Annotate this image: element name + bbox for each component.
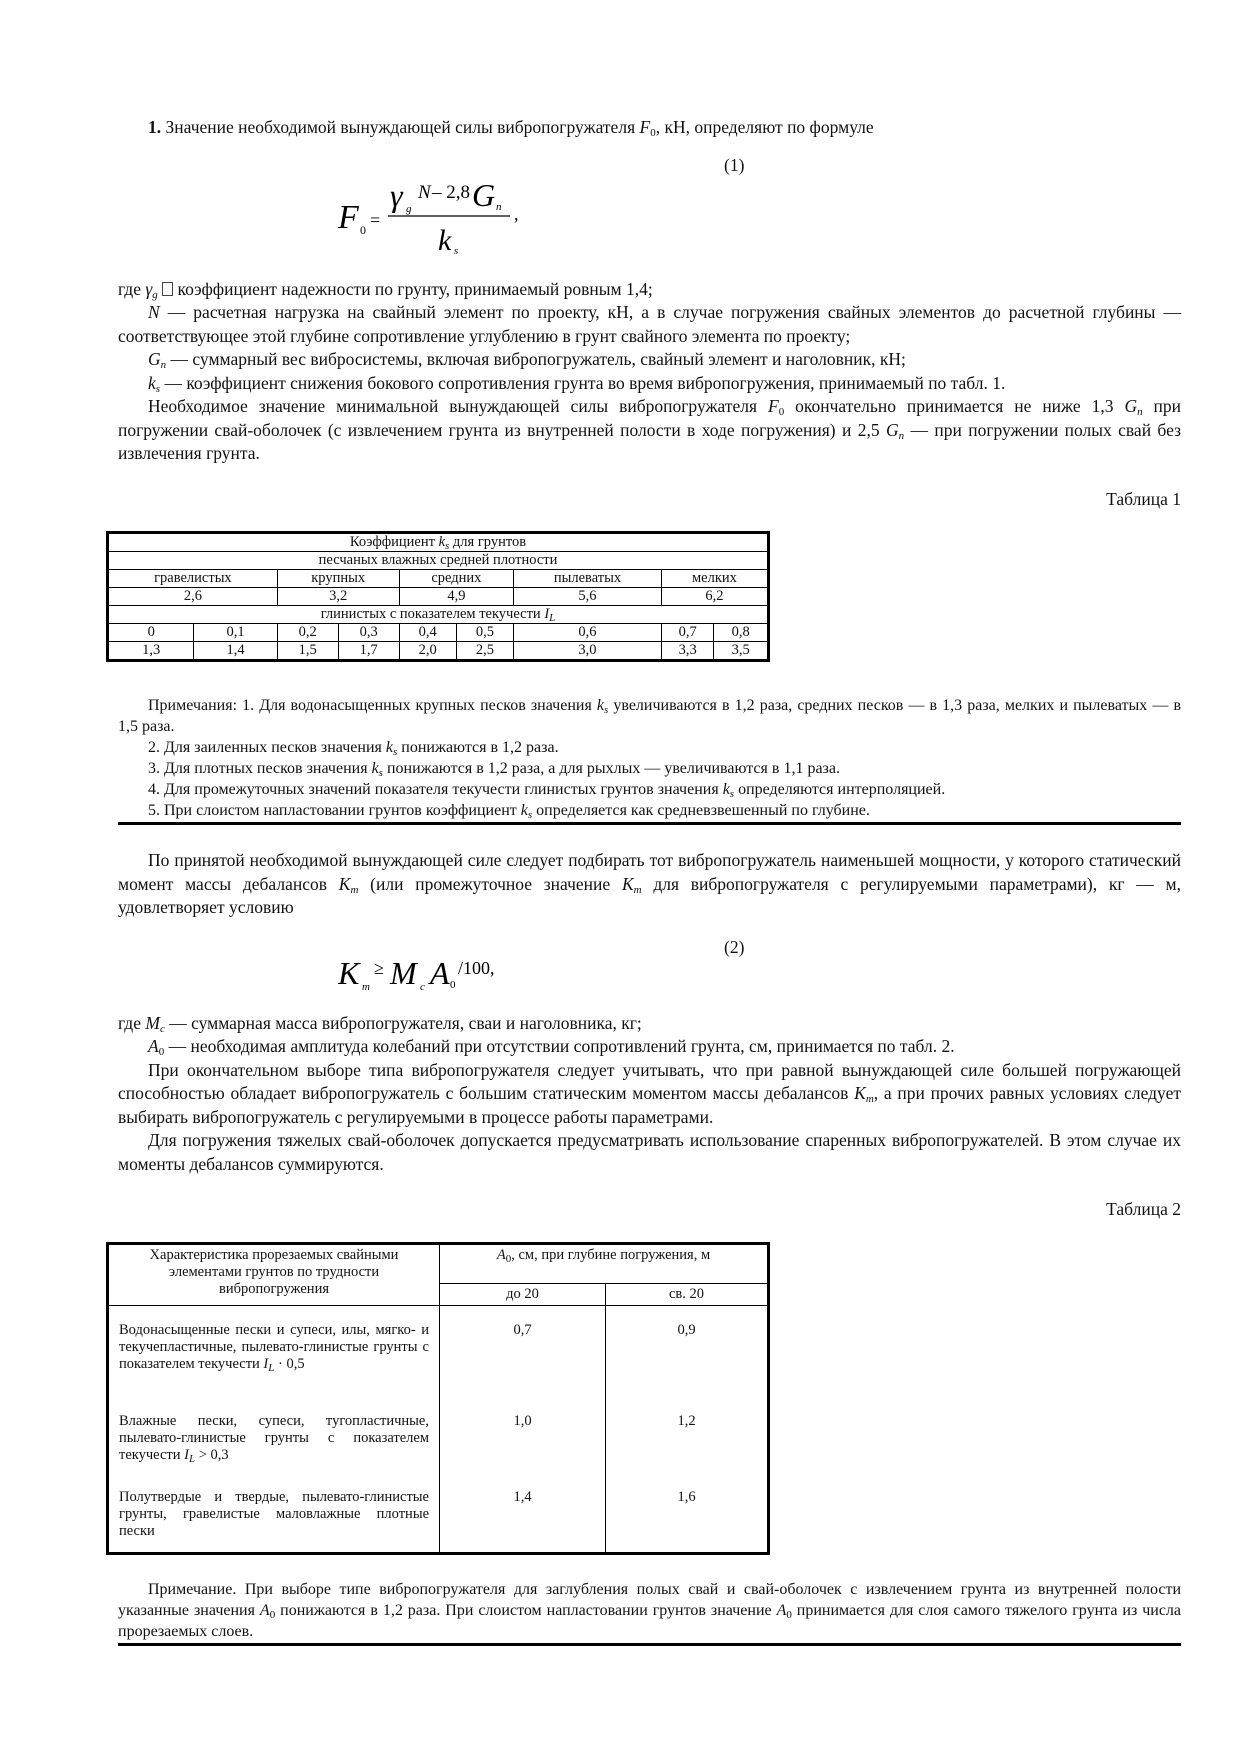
svg-text:c: c <box>420 980 425 993</box>
table-2-notes: Примечание. При выборе типе вибропогружателя для заглубления полых свай и свай-оболочек с извлечением грунта из внутренней полости указанные значения $A_0$ понижаются в 1,2 раза. При слоистом напластовании грунтов значение $A_0$ принимается для слоя самого тяжелого грунта из числа прорезаемых слоев. <box>118 1579 1181 1646</box>
section-1-intro: 1. Значение необходимой вынуждающей силы вибропогружателя $F_0$, кН, определяют по формуле <box>148 117 874 139</box>
svg-text:0: 0 <box>450 978 456 991</box>
sub-col-b: св. 20 <box>606 1283 769 1305</box>
formula-2-svg <box>338 940 598 1000</box>
svg-text:m: m <box>362 980 370 993</box>
formula-number: (2) <box>724 936 745 957</box>
table-1-caption: Таблица 1 <box>1106 488 1181 509</box>
section-2-intro: По принятой необходимой вынуждающей силе следует подбирать тот вибропогружатель наименьшей мощности, у которого статический момент массы дебалансов $K_m$ (или промежуточное значение $K_m$ для вибропогружателя с регулируемыми параметрами), кг — м, удовлетворяет условию <box>118 850 1181 917</box>
svg-text:,: , <box>514 203 519 224</box>
formula-1-svg <box>338 154 638 258</box>
svg-text:g: g <box>406 202 412 215</box>
table-2 <box>106 1242 770 1555</box>
svg-text:– 2,8: – 2,8 <box>432 181 470 203</box>
svg-text:≥: ≥ <box>374 957 384 978</box>
table-2-row: Влажные пески, супеси, тугопластичные, пылевато-глинистые грунты с показателем текучести $I_L > 0,3$ 1,0 1,2 <box>108 1401 769 1477</box>
svg-text:s: s <box>454 244 459 257</box>
unknown-glyph <box>162 282 173 296</box>
f0-symbol: F <box>338 198 359 236</box>
table-1-header: Коэффициент $k_s$ для грунтов <box>108 533 769 552</box>
table-2-row: Полутвердые и твердые, пылевато-глинистые грунты, гравелистые маловлажные плотные пески 1,4 1,6 <box>108 1477 769 1553</box>
svg-text:N: N <box>418 181 431 203</box>
document-page <box>118 116 1181 1646</box>
sandy-values-row: 2,6 3,2 4,9 5,6 6,2 <box>108 588 769 606</box>
definitions-2: где $M_c$ — суммарная масса вибропогружателя, сваи и наголовника, кг; $A_0$ — необходимая амплитуда колебаний при отсутствии сопротивлений грунта, см, принимается по табл. 2. При окончательном выборе типа вибропогружателя следует учитывать, что при равной вынуждающей силе большей погружающей способностью обладает вибропогружатель с большим статическим моментом массы дебалансов $K_m$, а при прочих равных условиях следует выбирать вибропогружатель с регулируемыми в процессе работы параметрами. Для погружения тяжелых свай-оболочек допускается предусматривать использование спаренных вибропогружателей. В этом случае их моменты дебалансов суммируются. <box>118 1012 1181 1174</box>
table-2-caption: Таблица 2 <box>1106 1199 1181 1219</box>
table-2-row: Водонасыщенные пески и супеси, илы, мягко- и текучепластичные, пылевато-глинистые грунты с показателем текучести $I_L \cdot 0,5$ 0,7 0,9 <box>108 1305 769 1401</box>
table-2-col1-header: Характеристика прорезаемых свайными элементами грунтов по трудности вибропогружения <box>108 1243 440 1305</box>
svg-text:0: 0 <box>360 222 366 237</box>
svg-text:A: A <box>430 954 450 991</box>
svg-text:K: K <box>338 954 360 991</box>
definitions-1: где $\gamma_g$ коэффициент надежности по грунту, принимаемый ровным 1,4; N — расчетная нагрузка на свайный элемент по проекту, кН, а в случае погружения свайных элементов до расчетной глубины — соответствующее этой глубине сопротивление углублению в грунт свайного элемента по проекту; $G_n$ — суммарный вес вибросистемы, включая вибропогружатель, свайный элемент и наголовник, кН; $k_s$ — коэффициент снижения бокового сопротивления грунта во время вибропогружения, принимаемый по табл. 1. Необходимое значение минимальной вынуждающей силы вибропогружателя $F_0$ окончательно принимается не ниже 1,3 $G_n$ при погружении свай-оболочек (с извлечением грунта из внутренней полости в ходе погружения) и 2,5 $G_n$ — при погружении полых свай без извлечения грунта. <box>118 278 1181 463</box>
sub-col-a: до 20 <box>440 1283 606 1305</box>
svg-text:/100,: /100, <box>458 957 495 978</box>
clay-title: глинистых с показателем текучести $I_L$ <box>108 606 769 624</box>
table-1 <box>106 531 770 662</box>
svg-text:k: k <box>438 223 452 257</box>
clay-il-row: 0 0,1 0,2 0,3 0,4 0,5 0,6 0,7 0,8 <box>108 624 769 642</box>
clay-k-row: 1,3 1,4 1,5 1,7 2,0 2,5 3,0 3,3 3,5 <box>108 642 769 661</box>
sandy-types-row: гравелистых крупных средних пылеватых мелких <box>108 570 769 588</box>
table-2-col2-header: $A_0$, см, при глубине погружения, м <box>440 1243 769 1283</box>
gamma-symbol: γ <box>390 176 403 213</box>
svg-text:=: = <box>370 209 381 230</box>
svg-text:n: n <box>496 200 502 213</box>
formula-number: (1) <box>724 154 745 175</box>
svg-text:M: M <box>390 954 417 991</box>
svg-text:G: G <box>472 176 496 213</box>
sandy-title: песчаных влажных средней плотности <box>108 552 769 570</box>
formula-2 <box>118 936 1181 1008</box>
table-1-notes: Примечания: 1. Для водонасыщенных крупных песков значения $k_s$ увеличиваются в 1,2 раза, средних песков — в 1,3 раза, мелких и пылеватых — в 1,5 раза. 2. Для заиленных песков значения $k_s$ понижаются в 1,2 раза. 3. Для плотных песков значения $k_s$ понижаются в 1,2 раза, а для рыхлых — увеличиваются в 1,1 раза. 4. Для промежуточных значений показателя текучести глинистых грунтов значения $k_s$ определяются интерполяцией. 5. При слоистом напластовании грунтов коэффициент $k_s$ определяется как средневзвешенный по глубине. <box>118 695 1181 825</box>
formula-1 <box>118 154 1181 258</box>
